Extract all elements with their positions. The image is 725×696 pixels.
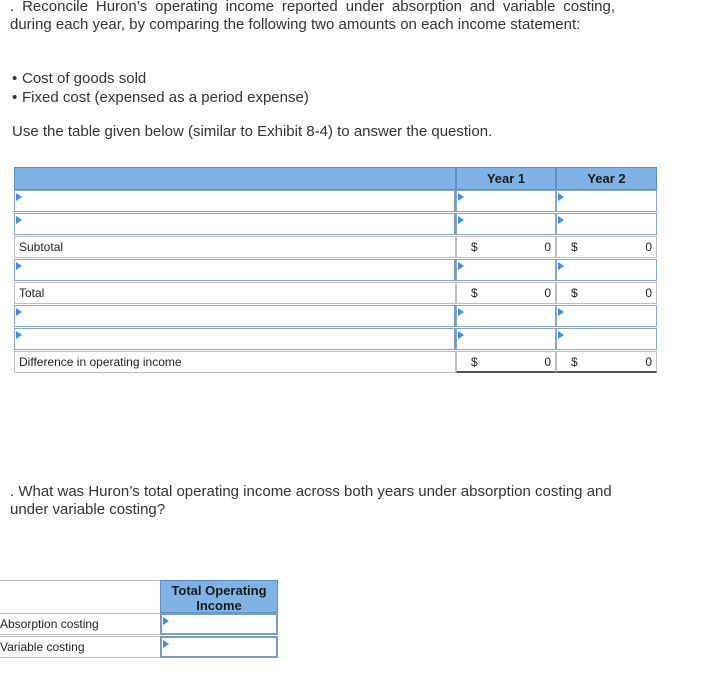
- difference-year1: [456, 351, 556, 373]
- difference-row: [14, 351, 657, 374]
- row5-label-input[interactable]: [14, 328, 456, 350]
- income-row-variable: [0, 636, 278, 659]
- row5-year2-input[interactable]: [556, 328, 657, 350]
- currency-symbol: $: [471, 240, 478, 254]
- subtotal-year2-value: 0: [645, 240, 652, 254]
- row3-year2-input[interactable]: [556, 259, 657, 281]
- input-row-3: [14, 259, 657, 282]
- currency-symbol: $: [571, 240, 578, 254]
- subtotal-year2: [556, 236, 657, 258]
- variable-label: Variable costing: [0, 636, 161, 658]
- input-row-5: [14, 328, 657, 351]
- dropdown-arrow-icon: [558, 331, 564, 339]
- dropdown-arrow-icon: [163, 640, 169, 648]
- difference-year1-value: 0: [544, 355, 551, 369]
- row4-year1-input[interactable]: [456, 305, 556, 327]
- row5-year1-input[interactable]: [456, 328, 556, 350]
- currency-symbol: $: [571, 355, 578, 369]
- currency-symbol: $: [471, 355, 478, 369]
- header-year2: Year 2: [556, 167, 657, 190]
- intro-paragraph: . Reconcile Huron’s operating income reported under absorption and variable costing, during each year, by comparing the following two amounts on each income statement:: [10, 0, 615, 33]
- row3-label-input[interactable]: [14, 259, 456, 281]
- dropdown-arrow-icon: [458, 193, 464, 201]
- row4-year2-input[interactable]: [556, 305, 657, 327]
- row2-year1-input[interactable]: [456, 213, 556, 235]
- row1-year2-input[interactable]: [556, 190, 657, 212]
- dropdown-arrow-icon: [16, 216, 22, 224]
- input-row-1: [14, 190, 657, 213]
- header-label-cell: [14, 167, 456, 190]
- difference-year2-value: 0: [645, 355, 652, 369]
- row3-year1-input[interactable]: [456, 259, 556, 281]
- dropdown-arrow-icon: [458, 216, 464, 224]
- dropdown-arrow-icon: [16, 193, 22, 201]
- row2-label-input[interactable]: [14, 213, 456, 235]
- dropdown-arrow-icon: [16, 262, 22, 270]
- input-row-4: [14, 305, 657, 328]
- table-header-row: [14, 167, 657, 190]
- subtotal-year1: [456, 236, 556, 258]
- subtotal-year1-value: 0: [544, 240, 551, 254]
- dropdown-arrow-icon: [16, 331, 22, 339]
- question-2-text: . What was Huron’s total operating income across both years under absorption costing and under variable costing?: [10, 483, 612, 518]
- currency-symbol: $: [571, 286, 578, 300]
- difference-label: Difference in operating income: [14, 351, 456, 373]
- subtotal-row: [14, 236, 657, 259]
- absorption-input[interactable]: [160, 613, 278, 635]
- total-row: [14, 282, 657, 305]
- row4-label-input[interactable]: [14, 305, 456, 327]
- difference-year2: [556, 351, 657, 373]
- total-label: Total: [14, 282, 456, 304]
- input-row-2: [14, 213, 657, 236]
- dropdown-arrow-icon: [558, 216, 564, 224]
- dropdown-arrow-icon: [458, 308, 464, 316]
- dropdown-arrow-icon: [558, 308, 564, 316]
- row1-year1-input[interactable]: [456, 190, 556, 212]
- income-header-blank: [0, 580, 161, 613]
- subtotal-label: Subtotal: [14, 236, 456, 258]
- row2-year2-input[interactable]: [556, 213, 657, 235]
- absorption-label: Absorption costing: [0, 613, 161, 635]
- income-row-absorption: [0, 613, 278, 636]
- income-header-total: Total Operating Income: [160, 580, 278, 613]
- instruction-text: Use the table given below (similar to Exhibit 8-4) to answer the question.: [12, 123, 493, 140]
- total-year1-value: 0: [544, 286, 551, 300]
- income-header-row: [0, 580, 278, 613]
- bullet-cogs: • Cost of goods sold: [12, 69, 309, 88]
- variable-input[interactable]: [160, 636, 278, 658]
- total-year2-value: 0: [645, 286, 652, 300]
- dropdown-arrow-icon: [558, 262, 564, 270]
- dropdown-arrow-icon: [458, 262, 464, 270]
- row1-label-input[interactable]: [14, 190, 456, 212]
- dropdown-arrow-icon: [163, 617, 169, 625]
- dropdown-arrow-icon: [458, 331, 464, 339]
- total-year2: [556, 282, 657, 304]
- bullet-list: [12, 69, 309, 107]
- header-year1: Year 1: [456, 167, 556, 190]
- total-year1: [456, 282, 556, 304]
- currency-symbol: $: [471, 286, 478, 300]
- dropdown-arrow-icon: [16, 308, 22, 316]
- dropdown-arrow-icon: [558, 193, 564, 201]
- bullet-fixed-cost: • Fixed cost (expensed as a period expense): [12, 88, 309, 107]
